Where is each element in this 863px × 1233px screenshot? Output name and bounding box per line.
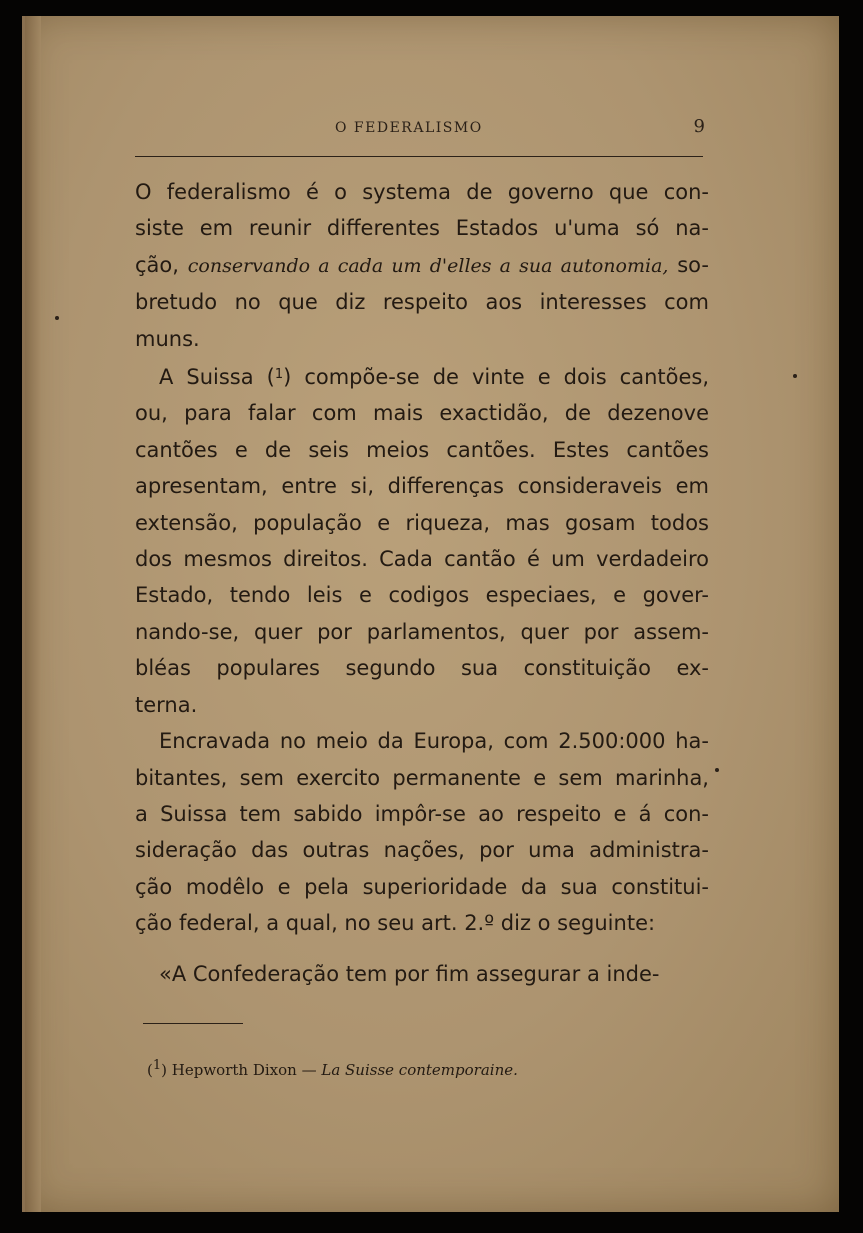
text-line: ção federal, a qual, no seu art. 2.º diz o seguinte: xyxy=(135,911,656,936)
text-line: O federalismo é o systema de governo que con- xyxy=(135,180,709,204)
footnote-ref: 1 xyxy=(274,367,284,383)
text-line xyxy=(135,247,709,284)
text-line: bléas populares segundo sua constituição ex- xyxy=(135,656,709,681)
text-run: so- xyxy=(668,252,709,277)
header-rule xyxy=(135,156,703,157)
quote-line: «A Confederação tem por fim assegurar a inde- xyxy=(159,961,660,986)
text-line: Encravada no meio da Europa, com 2.500:000 ha- xyxy=(159,729,709,754)
text-line: terna. xyxy=(135,692,198,717)
text-line: siste em reunir differentes Estados u'uma só na- xyxy=(135,216,709,241)
text-line: nando-se, quer por parlamentos, quer por assem- xyxy=(135,619,709,644)
text-line: extensão, população e riqueza, mas gosam todos xyxy=(135,510,709,535)
page-header xyxy=(135,118,705,142)
text-line: dos mesmos direitos. Cada cantão é um verdadeiro xyxy=(135,547,709,572)
text-line: ção modêlo e pela superioridade da sua constitui- xyxy=(135,874,709,899)
text-line: cantões e de seis meios cantões. Estes cantões xyxy=(135,437,709,462)
text-line: apresentam, entre si, differenças consideraveis em xyxy=(135,474,709,499)
footnote-title: La Suisse contemporaine. xyxy=(321,1061,518,1079)
text-run: ção, xyxy=(135,252,188,277)
ink-speck xyxy=(793,374,797,378)
ink-speck xyxy=(55,316,59,320)
text-line: bitantes, sem exercito permanente e sem marinha, xyxy=(135,765,709,790)
text-line xyxy=(135,357,709,395)
page-number: 9 xyxy=(693,116,705,137)
page-spine-shadow xyxy=(25,16,41,1212)
body-text xyxy=(135,174,709,992)
text-line: bretudo no que diz respeito aos interesses com xyxy=(135,290,709,315)
text-run: A Suissa ( xyxy=(159,365,275,390)
footnote-rule xyxy=(143,1023,243,1024)
book-page xyxy=(22,16,839,1212)
footnote-marker: 1 xyxy=(152,1058,162,1073)
text-line: ou, para falar com mais exactidão, de dezenove xyxy=(135,401,709,426)
footnote-author: Hepworth Dixon — xyxy=(171,1061,317,1079)
paragraph-1 xyxy=(135,174,709,357)
text-line: a Suissa tem sabido impôr-se ao respeito e á con- xyxy=(135,801,709,826)
running-head: O FEDERALISMO xyxy=(335,120,483,136)
italic-phrase: conservando a cada um d'elles a sua autonomia, xyxy=(187,254,669,277)
text-line: Estado, tendo leis e codigos especiaes, e gover- xyxy=(135,583,709,608)
ink-speck xyxy=(715,768,719,772)
footnote: (1) Hepworth Dixon — La Suisse contemporaine. xyxy=(147,1058,518,1079)
text-run: ) compõe-se de vinte e dois cantões, xyxy=(283,365,709,390)
paragraph-3 xyxy=(135,723,709,941)
text-line: sideração das outras nações, por uma administra- xyxy=(135,838,709,863)
text-line: muns. xyxy=(135,326,200,351)
paragraph-2 xyxy=(135,357,709,723)
